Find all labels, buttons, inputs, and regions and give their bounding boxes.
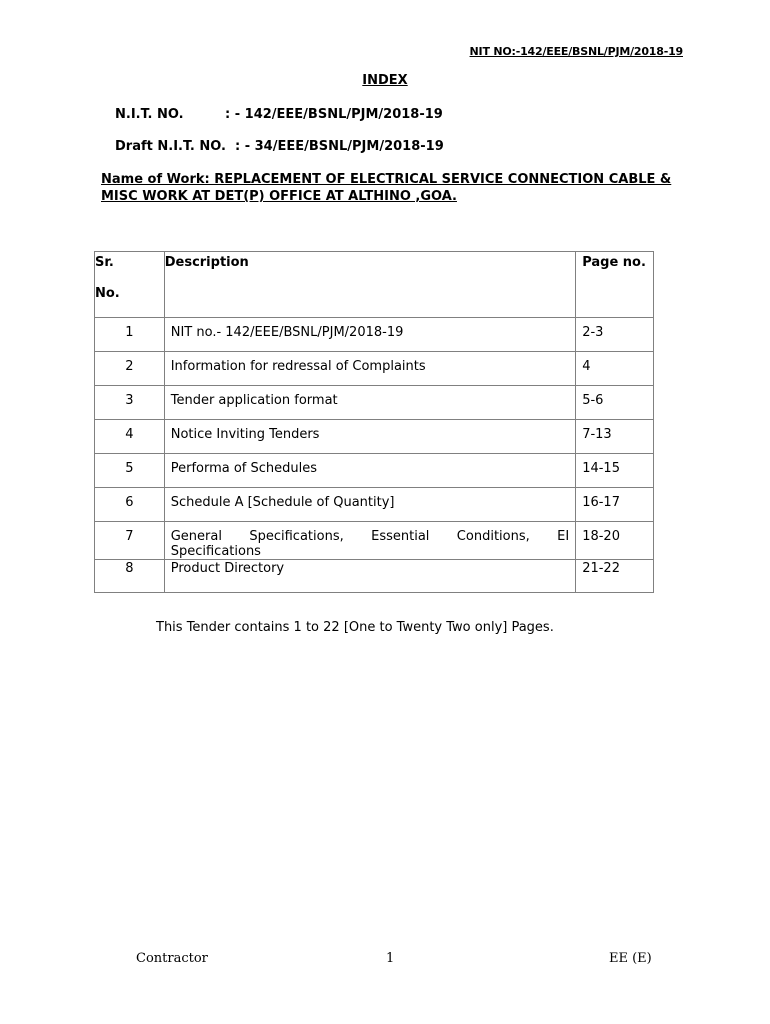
- footer-signatory: EE (E): [609, 951, 652, 966]
- page-title: INDEX: [362, 73, 408, 88]
- row-sr-no: 4: [125, 427, 134, 442]
- draft-nit-row: [115, 139, 444, 154]
- header-description: Description: [164, 252, 575, 318]
- row-description: Product Directory: [170, 561, 285, 576]
- row-page-no: 2-3: [582, 325, 604, 340]
- footer-page-number: 1: [386, 951, 395, 966]
- table-row: [95, 488, 654, 522]
- row-page-no: 16-17: [582, 495, 620, 510]
- nit-label: N.I.T. NO.: [115, 107, 184, 122]
- header-sr-no: Sr. No.: [95, 252, 165, 318]
- row-page-no: 14-15: [582, 461, 620, 476]
- row-description: Tender application format: [170, 393, 338, 408]
- row-description: Schedule A [Schedule of Quantity]: [170, 495, 395, 510]
- row-sr-no: 7: [125, 529, 134, 544]
- table-row: [95, 420, 654, 454]
- nit-number-row: [115, 107, 443, 122]
- row-description: Performa of Schedules: [170, 461, 318, 476]
- index-table: [94, 251, 654, 593]
- row-sr-no: 1: [125, 325, 134, 340]
- row-page-no: 4: [582, 359, 591, 374]
- row-page-no: 18-20: [582, 529, 620, 544]
- name-of-work-line-1: Name of Work: REPLACEMENT OF ELECTRICAL SERVICE CONNECTION CABLE &: [101, 172, 672, 187]
- name-of-work: [101, 171, 686, 205]
- row-page-no: 7-13: [582, 427, 612, 442]
- nit-value: : - 142/EEE/BSNL/PJM/2018-19: [225, 107, 443, 122]
- document-reference: NIT NO:-142/EEE/BSNL/PJM/2018-19: [469, 45, 683, 58]
- table-row: [95, 318, 654, 352]
- name-of-work-line-2: MISC WORK AT DET(P) OFFICE AT ALTHINO ,GOA.: [101, 189, 457, 204]
- index-table-header: [95, 252, 654, 318]
- draft-nit-value: : - 34/EEE/BSNL/PJM/2018-19: [234, 139, 444, 154]
- row-sr-no: 3: [125, 393, 134, 408]
- header-page-no: Page no.: [576, 252, 654, 318]
- table-row: [95, 522, 654, 560]
- row-sr-no: 8: [125, 561, 134, 576]
- row-description: NIT no.- 142/EEE/BSNL/PJM/2018-19: [170, 325, 404, 340]
- table-row: [95, 454, 654, 488]
- row-page-no: 5-6: [582, 393, 604, 408]
- row-sr-no: 2: [125, 359, 134, 374]
- table-row: [95, 352, 654, 386]
- row-sr-no: 6: [125, 495, 134, 510]
- table-row: [95, 386, 654, 420]
- draft-nit-label: Draft N.I.T. NO.: [115, 139, 226, 154]
- row-page-no: 21-22: [582, 561, 620, 576]
- row-description-line-2: Specifications: [170, 544, 261, 559]
- page-count-summary: This Tender contains 1 to 22 [One to Twenty Two only] Pages.: [156, 620, 554, 635]
- row-description: Information for redressal of Complaints: [170, 359, 426, 374]
- footer-contractor: Contractor: [136, 951, 208, 966]
- row-description-line-1: General Specifications, Essential Conditions, EI: [170, 529, 570, 544]
- table-row: [95, 560, 654, 593]
- row-sr-no: 5: [125, 461, 134, 476]
- row-description: [165, 522, 575, 559]
- row-description: Notice Inviting Tenders: [170, 427, 320, 442]
